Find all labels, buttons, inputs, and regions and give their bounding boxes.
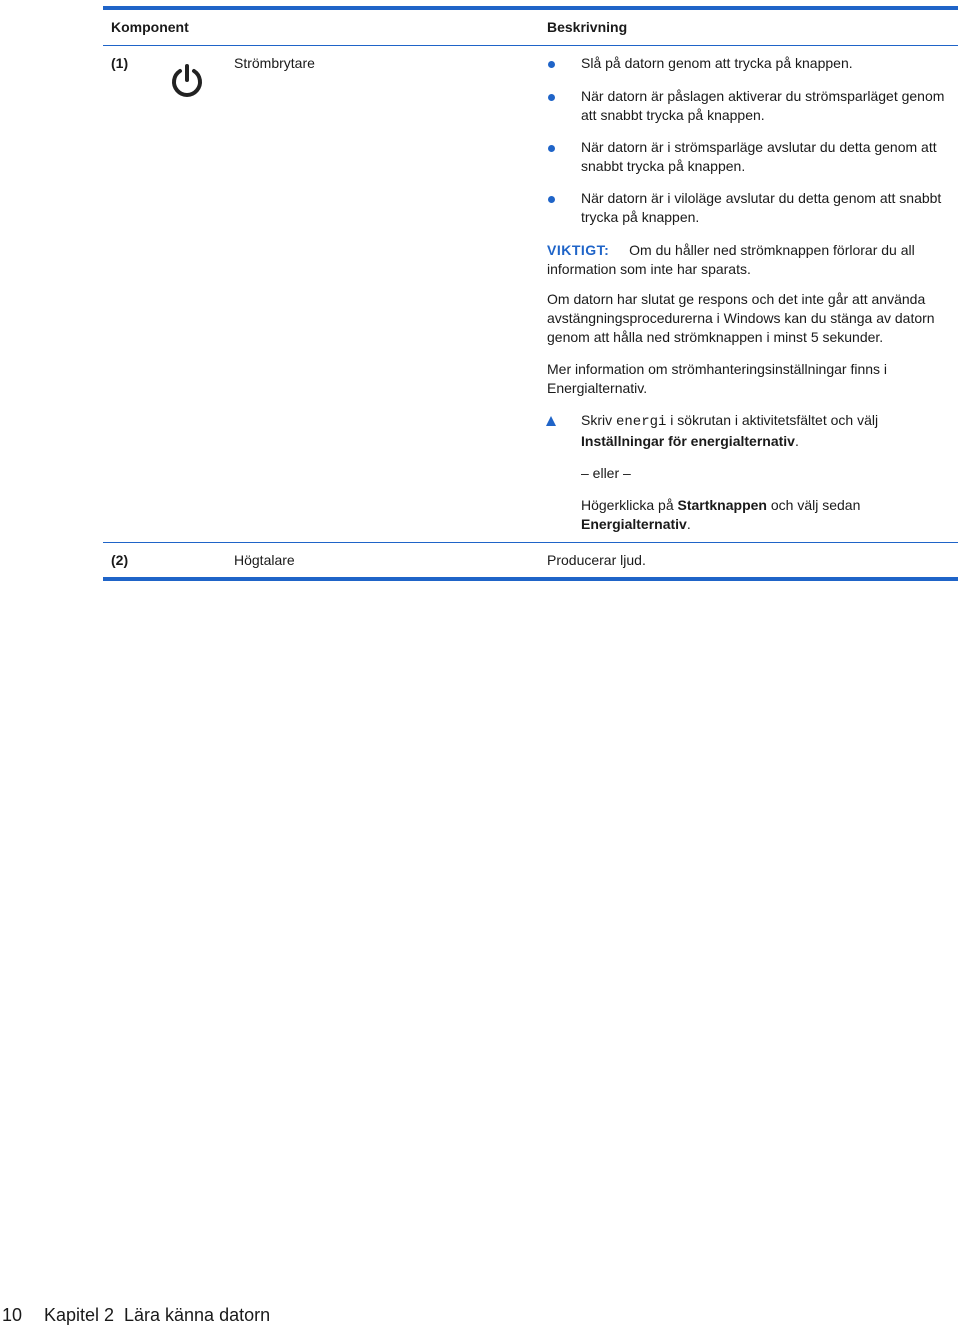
step-prefix: Skriv [581, 412, 616, 428]
row-number: (1) [111, 55, 129, 71]
bullet-text: När datorn är i strömsparläge avslutar du detta genom att snabbt trycka på knappen. [581, 139, 937, 174]
component-name: Högtalare [234, 552, 295, 568]
footer-title: Lära känna datorn [124, 1305, 271, 1325]
alt-suffix: . [686, 516, 691, 532]
bullet-icon [548, 145, 555, 152]
component-name: Strömbrytare [234, 55, 315, 71]
bullet-icon [548, 94, 555, 101]
bullet-icon [548, 196, 555, 203]
step-code: energi [616, 414, 667, 430]
footer-chapter: Kapitel 2 [44, 1305, 115, 1325]
important-text-line1: Om du håller ned strömknappen förlorar du all [629, 242, 915, 258]
column-header-component: Komponent [111, 19, 189, 35]
alt-middle: och välj sedan [766, 497, 861, 513]
bullet-text: Slå på datorn genom att trycka på knappen. [581, 55, 853, 71]
important-label: VIKTIGT: [547, 242, 610, 258]
alt-instruction [581, 496, 956, 534]
alt-prefix: Högerklicka på [581, 497, 678, 513]
step-bold: Inställningar för energialternativ [581, 433, 795, 449]
important-text-line2: information som inte har sparats. [547, 261, 751, 277]
bullet-icon [548, 61, 555, 68]
row-number: (2) [111, 552, 129, 568]
step-instruction [581, 411, 956, 451]
step-suffix: . [794, 433, 799, 449]
alt-bold-energy: Energialternativ [581, 516, 687, 532]
bullet-text: När datorn är påslagen aktiverar du strömsparläget genom att snabbt trycka på knappen. [581, 88, 945, 123]
important-note [547, 241, 952, 279]
column-header-description: Beskrivning [547, 19, 628, 35]
header-divider [103, 45, 958, 46]
paragraph-more-info: Mer information om strömhanteringsinställningar finns i Energialternativ. [547, 361, 888, 396]
bullet-text: När datorn är i viloläge avslutar du detta genom att snabbt trycka på knappen. [581, 190, 942, 225]
page-number: 10 [2, 1305, 23, 1325]
alt-bold-start: Startknappen [677, 497, 767, 513]
or-separator: – eller – [581, 465, 631, 481]
step-triangle-icon [546, 416, 556, 426]
table-bottom-rule [103, 577, 958, 581]
power-icon [170, 63, 204, 99]
row-divider [103, 542, 958, 543]
paragraph-unresponsive: Om datorn har slutat ge respons och det inte går att använda avstängningsprocedurerna i Windows kan du stänga av datorn genom att hålla ned strömknappen i minst 5 sekunder. [547, 291, 935, 345]
component-description: Producerar ljud. [547, 552, 646, 568]
step-middle: i sökrutan i aktivitetsfältet och välj [666, 412, 879, 428]
table-top-rule [103, 6, 958, 10]
